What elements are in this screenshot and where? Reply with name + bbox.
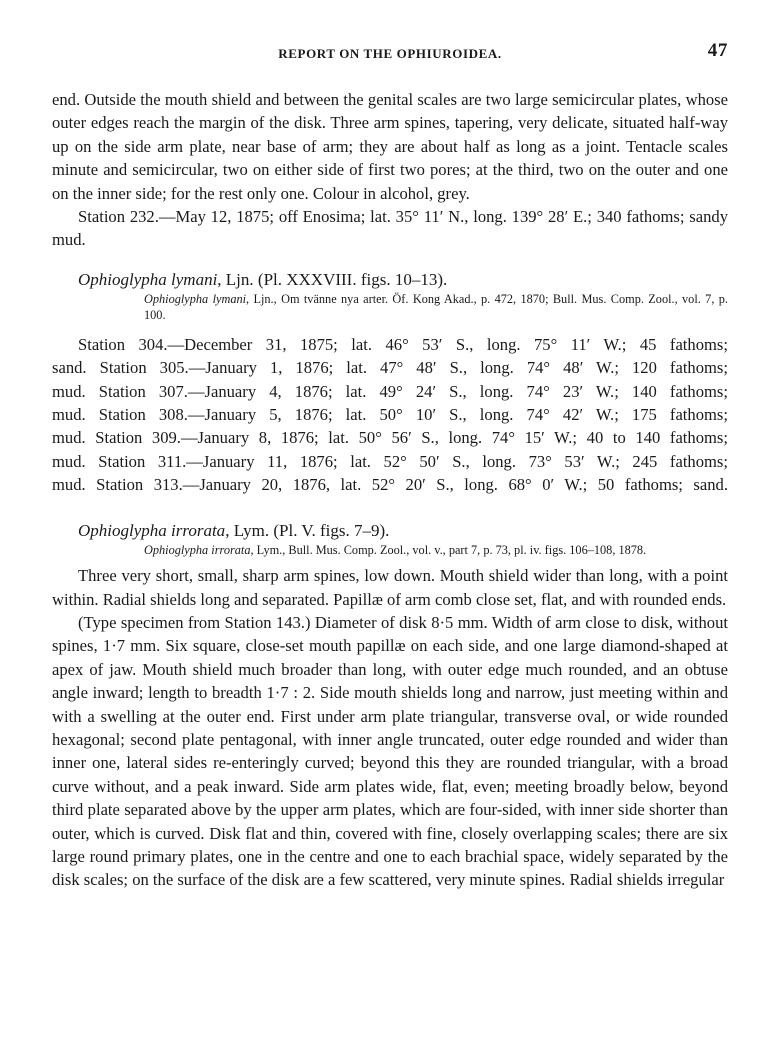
species-heading-lymani xyxy=(78,268,728,291)
irrorata-description-paragraph: (Type specimen from Station 143.) Diameter of disk 8·5 mm. Width of arm close to disk, without spines, 1·7 mm. Six square, close-set mouth papillæ on each side, and one large diamond-shaped at apex of jaw. Mouth shield much broader than long, with outer edge much rounded, and an obtuse angle inward; length to breadth 1·7 : 2. Side mouth shields long and narrow, just meeting within and with a swelling at the outer end. First under arm plate triangular, transverse oval, or wide rounded hexagonal; second plate pentagonal, with inner angle truncated, outer edge rounded and wider than inner one, lateral sides re-enteringly curved; beyond this they are rounded triangular, with a broad curve without, and a peak inward. Side arm plates wide, flat, even; meeting broadly below, beyond third plate separated above by the upper arm plates, which are four-sided, with inner side shorter than outer, which is curved. Disk flat and thin, covered with fine, closely overlapping scales; there are six large round primary plates, one in the centre and one to each brachial space, widely separated by the disk scales; on the surface of the disk are a few scattered, very minute spines. Radial shields irregular xyxy=(52,613,728,890)
species-name-lymani: Ophioglypha lymani xyxy=(78,269,218,289)
synonym-name-irrorata: Ophioglypha irrorata xyxy=(144,542,251,557)
synonymy-irrorata xyxy=(144,542,728,559)
synonym-reference-lymani: , Ljn., Om tvänne nya arter. Öf. Kong Akad., p. 472, 1870; Bull. Mus. Comp. Zool., vol. 7, p. 100. xyxy=(144,291,728,323)
species-name-irrorata: Ophioglypha irrorata xyxy=(78,520,226,540)
page-number: 47 xyxy=(707,40,728,61)
synonym-name-lymani: Ophioglypha lymani xyxy=(144,291,247,306)
station-line: mud. Station 307.—January 4, 1876; lat. 49° 24′ S., long. 74° 23′ W.; 140 fathoms; xyxy=(52,381,728,401)
species-heading-irrorata xyxy=(78,519,728,542)
station-232-paragraph: Station 232.—May 12, 1875; off Enosima; lat. 35° 11′ N., long. 139° 28′ E.; 340 fathoms; sandy mud. xyxy=(52,207,728,250)
intro-paragraph: end. Outside the mouth shield and between the genital scales are two large semicircular plates, whose outer edges reach the margin of the disk. Three arm spines, tapering, very delicate, situated half-way up on the side arm plate, near base of arm; they are about half as long as a joint. Tentacle scales minute and semicircular, two on either side of first two pores; at the third, two on the outer and one on the inner side; for the rest only one. Colour in alcohol, grey. xyxy=(52,90,728,203)
station-line: mud. Station 311.—January 11, 1876; lat. 52° 50′ S., long. 73° 53′ W.; 245 fathoms; xyxy=(52,451,728,471)
irrorata-summary-paragraph: Three very short, small, sharp arm spines, low down. Mouth shield wider than long, with a point within. Radial shields long and separated. Papillæ of arm comb close set, flat, and with rounded ends. xyxy=(52,566,728,609)
running-title: REPORT ON THE OPHIUROIDEA. xyxy=(278,46,502,61)
running-head xyxy=(52,40,728,66)
station-line: mud. Station 308.—January 5, 1876; lat. 50° 10′ S., long. 74° 42′ W.; 175 fathoms; xyxy=(52,405,728,425)
synonymy-lymani xyxy=(144,291,728,324)
species-authority-irrorata: , Lym. (Pl. V. figs. 7–9). xyxy=(225,520,390,540)
stations-lymani xyxy=(52,333,728,497)
station-line: sand. Station 305.—January 1, 1876; lat. 47° 48′ S., long. 74° 48′ W.; 120 fathoms; xyxy=(52,358,728,378)
station-line: mud. Station 313.—January 20, 1876, lat. 52° 20′ S., long. 68° 0′ W.; 50 fathoms; sand. xyxy=(52,475,728,495)
document-page xyxy=(52,40,728,892)
station-line: Station 304.—December 31, 1875; lat. 46° 53′ S., long. 75° 11′ W.; 45 fathoms; xyxy=(78,334,728,354)
species-authority-lymani: , Ljn. (Pl. XXXVIII. figs. 10–13). xyxy=(217,269,448,289)
synonym-reference-irrorata: , Lym., Bull. Mus. Comp. Zool., vol. v., part 7, p. 73, pl. iv. figs. 106–108, 1878. xyxy=(250,542,647,557)
station-line: mud. Station 309.—January 8, 1876; lat. 50° 56′ S., long. 74° 15′ W.; 40 to 140 fathoms; xyxy=(52,428,728,448)
